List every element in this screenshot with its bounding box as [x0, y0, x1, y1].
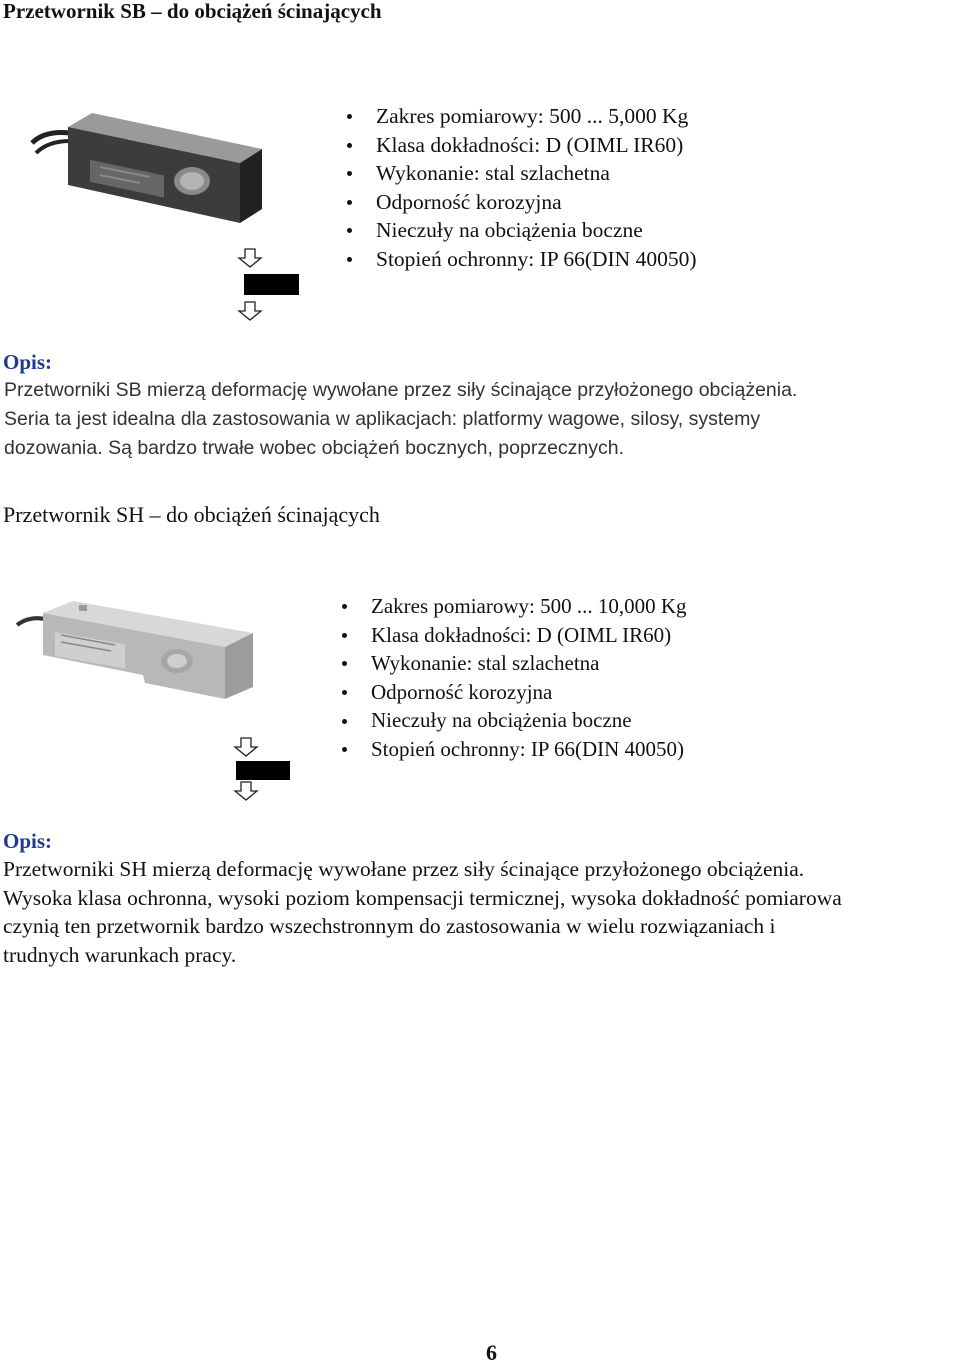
page-number: 6	[486, 1340, 497, 1365]
description-sb	[4, 376, 797, 463]
feature-list-sh	[371, 592, 687, 764]
list-item: Klasa dokładności: D (OIML IR60)	[376, 131, 696, 160]
down-arrow-icon	[237, 301, 263, 321]
list-item: Nieczuły na obciążenia boczne	[371, 706, 687, 735]
black-label-bar	[236, 761, 290, 780]
list-item: Klasa dokładności: D (OIML IR60)	[371, 621, 687, 650]
down-arrow-icon	[233, 737, 259, 757]
list-item: Nieczuły na obciążenia boczne	[376, 216, 696, 245]
description-line: trudnych warunkach pracy.	[3, 942, 237, 967]
description-line: Seria ta jest idealna dla zastosowania w aplikacjach: platformy wagowe, silosy, systemy	[4, 408, 761, 430]
load-cell-sh-icon	[15, 595, 265, 715]
section-title-sb: Przetwornik SB – do obciążeń ścinających	[3, 0, 382, 23]
list-item: Odporność korozyjna	[371, 678, 687, 707]
section-title-sh: Przetwornik SH – do obciążeń ścinających	[3, 502, 380, 527]
list-item: Odporność korozyjna	[376, 188, 696, 217]
load-cell-sb-icon	[30, 105, 270, 230]
description-line: Przetworniki SB mierzą deformację wywołane przez siły ścinające przyłożonego obciążenia.	[4, 379, 798, 401]
down-arrow-icon	[237, 248, 263, 268]
black-label-bar	[244, 274, 299, 295]
description-line: Przetworniki SH mierzą deformację wywołane przez siły ścinające przyłożonego obciążenia.	[3, 857, 805, 881]
description-line: czynią ten przetwornik bardzo wszechstronnym do zastosowania w wielu rozwiązaniach i	[3, 914, 776, 938]
list-item: Zakres pomiarowy: 500 ... 5,000 Kg	[376, 102, 696, 131]
list-item: Stopień ochronny: IP 66(DIN 40050)	[371, 735, 687, 764]
description-line: Wysoka klasa ochronna, wysoki poziom kompensacji termicznej, wysoka dokładność pomiarowa	[3, 885, 842, 910]
list-item: Wykonanie: stal szlachetna	[376, 159, 696, 188]
opis-label-sh: Opis:	[3, 829, 53, 853]
down-arrow-icon	[233, 781, 259, 801]
opis-label-sb: Opis:	[3, 350, 53, 374]
description-sh	[3, 855, 842, 969]
description-line: dozowania. Są bardzo trwałe wobec obciążeń bocznych, poprzecznych.	[4, 437, 625, 459]
list-item: Zakres pomiarowy: 500 ... 10,000 Kg	[371, 592, 687, 621]
feature-list-sb	[376, 102, 696, 273]
list-item: Wykonanie: stal szlachetna	[371, 649, 687, 678]
list-item: Stopień ochronny: IP 66(DIN 40050)	[376, 245, 696, 274]
